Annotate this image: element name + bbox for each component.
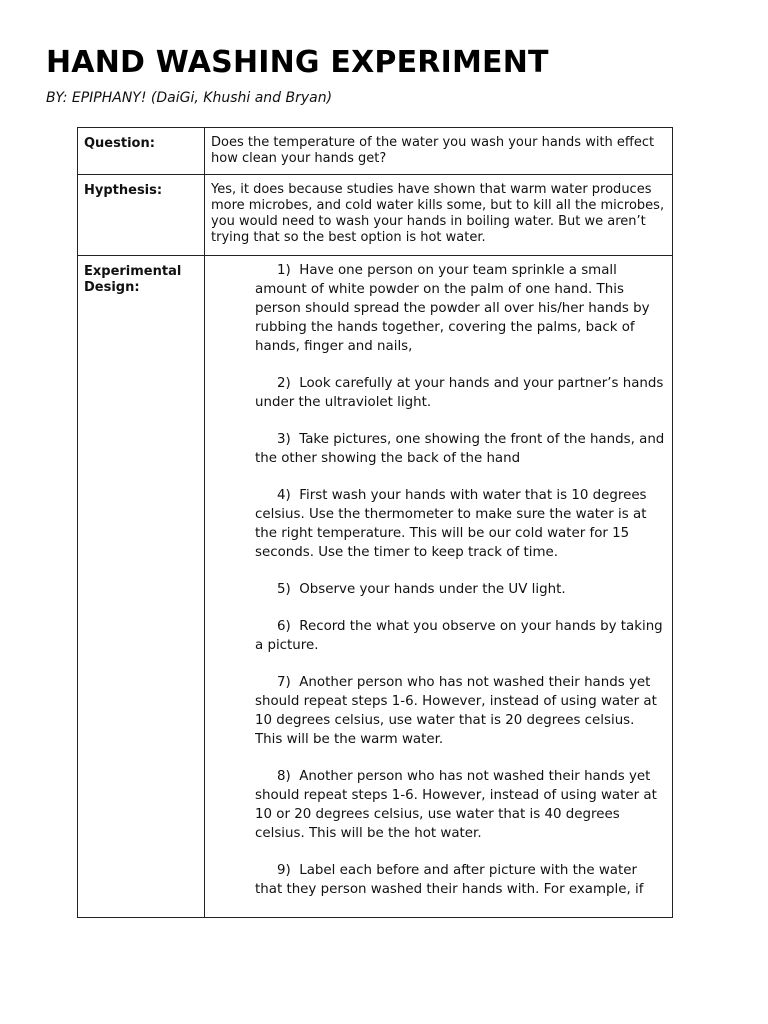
experimental-design-steps	[205, 256, 673, 918]
design-step: 6) Record the what you observe on your hands by taking a picture.	[255, 619, 663, 653]
design-step: 5) Observe your hands under the UV light.	[277, 582, 566, 597]
experiment-table	[77, 127, 673, 918]
question-row	[78, 128, 673, 175]
design-step: 7) Another person who has not washed their hands yet should repeat steps 1-6. However, instead of using water at 10 degrees celsius, use water that is 20 degrees celsius. This will be the warm water.	[255, 675, 657, 747]
question-text: Does the temperature of the water you wash your hands with effect how clean your hands get?	[205, 128, 673, 175]
design-step: 8) Another person who has not washed their hands yet should repeat steps 1-6. However, instead of using water at 10 or 20 degrees celsius, use water that is 40 degrees celsius. This will be the hot water.	[255, 769, 657, 841]
experimental-design-label: Experimental Design:	[78, 256, 205, 918]
hypothesis-text: Yes, it does because studies have shown that warm water produces more microbes, and cold water kills some, but to kill all the microbes, you would need to wash your hands in boiling water. But we aren’t trying that so the best option is hot water.	[205, 175, 673, 256]
author-byline: BY: EPIPHANY! (DaiGi, Khushi and Bryan)	[46, 90, 333, 106]
design-step: 1) Have one person on your team sprinkle a small amount of white powder on the palm of one hand. This person should spread the powder all over his/her hands by rubbing the hands together, covering the palms, back of hands, finger and nails,	[255, 263, 650, 354]
hypothesis-label: Hypthesis:	[78, 175, 205, 256]
document-title: HAND WASHING EXPERIMENT	[46, 45, 549, 80]
question-label: Question:	[78, 128, 205, 175]
design-step: 2) Look carefully at your hands and your partner’s hands under the ultraviolet light.	[255, 376, 664, 410]
design-step: 9) Label each before and after picture with the water that they person washed their hands with. For example, if	[255, 863, 644, 897]
experimental-design-row	[78, 256, 673, 918]
design-step: 3) Take pictures, one showing the front of the hands, and the other showing the back of the hand	[255, 432, 665, 466]
design-step: 4) First wash your hands with water that is 10 degrees celsius. Use the thermometer to make sure the water is at the right temperature. This will be our cold water for 15 seconds. Use the timer to keep track of time.	[255, 488, 647, 560]
hypothesis-row	[78, 175, 673, 256]
